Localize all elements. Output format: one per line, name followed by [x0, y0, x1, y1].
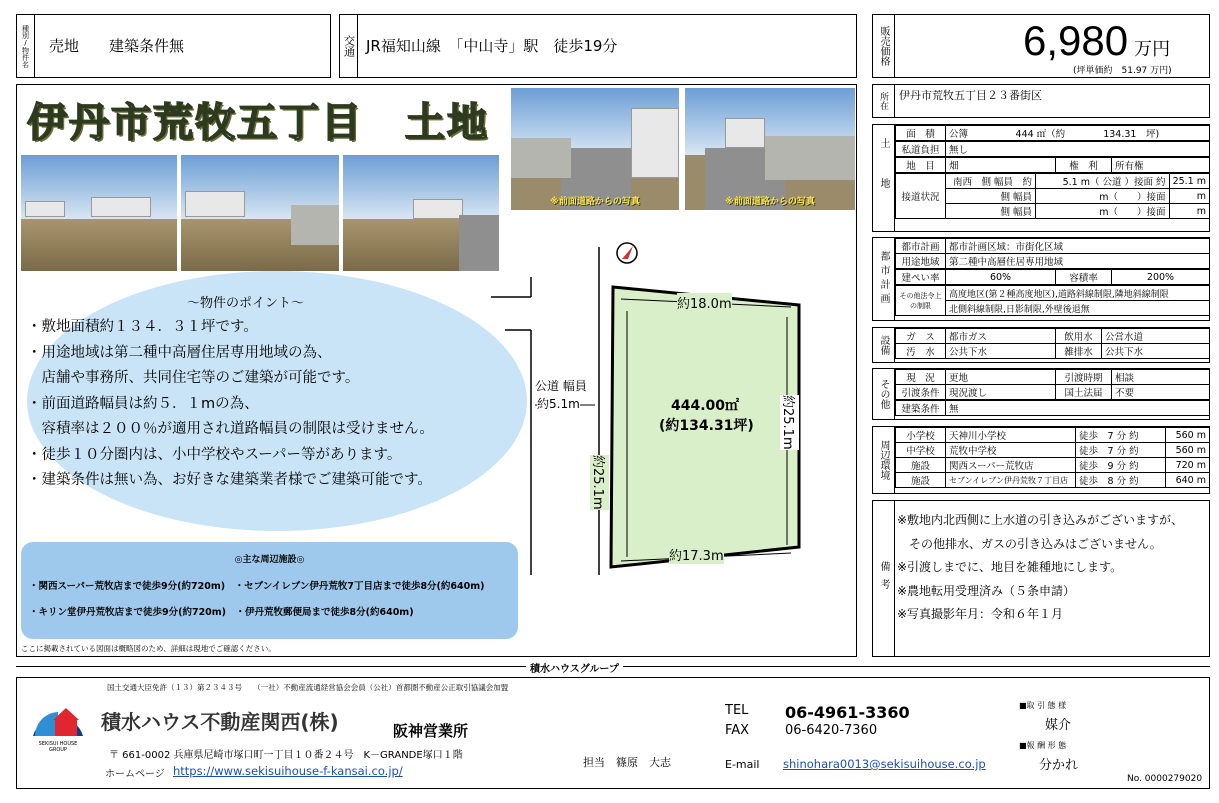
- area-tsubo: 134.31 坪): [1103, 129, 1160, 140]
- chimoku-value: 畑: [946, 158, 1056, 173]
- lot-photo-2: [181, 155, 339, 271]
- env-table: [895, 427, 1210, 488]
- road-row: 25.1 m: [1169, 174, 1209, 189]
- type-value: 売地 建築条件無: [49, 37, 185, 55]
- lot-photo-1: [21, 155, 177, 271]
- point-item: ・前面道路幅員は約５．１mの為、: [27, 395, 259, 412]
- houshu-value: 分かれ: [1039, 758, 1079, 773]
- toshi-value: 都市計画区域：市街化区域: [946, 239, 1210, 254]
- env-row: 施設 セブンイレブン伊丹荒牧７丁目店 徒歩 8 分 約 640 m: [896, 473, 1210, 488]
- private-road-value: 無し: [946, 142, 1210, 157]
- torihiki-label: ■取 引 態 様: [1019, 701, 1067, 710]
- area-value: [946, 126, 1210, 141]
- equip-label: 設備: [873, 328, 895, 362]
- kokudo-label: 国土法届: [1056, 385, 1112, 400]
- gas-label: ガ ス: [896, 329, 946, 344]
- env-row: 施設 関西スーパー荒牧店 徒歩 9 分 約 720 m: [896, 458, 1210, 473]
- logo-subtext: SEKISUI HOUSE GROUP: [38, 741, 78, 753]
- address-value: 伊丹市荒牧五丁目２３番街区: [899, 89, 1042, 102]
- fax-label: FAX: [725, 723, 750, 738]
- compass: [617, 243, 637, 263]
- road-photo-2: [685, 88, 855, 210]
- road-photo-caption-1: ※前面道路からの写真: [550, 197, 640, 207]
- kenchiku-label: 建築条件: [896, 401, 946, 416]
- area-label: 面 積: [896, 126, 946, 141]
- site-map: [487, 235, 857, 655]
- address-label: 所在: [873, 85, 895, 117]
- tel-label: TEL: [725, 703, 749, 718]
- group-label: 積水ハウスグループ: [526, 660, 623, 675]
- fax-value: 06-6420-7360: [785, 723, 878, 738]
- road-photo-caption-2: ※前面道路からの写真: [725, 197, 815, 207]
- remark-item: その他排水、ガスの引き込みはございません。: [897, 536, 1162, 551]
- road-row: m（ ）接面: [1036, 189, 1170, 204]
- remark-item: ※農地転用受理済み（５条申請）: [897, 583, 1076, 598]
- price-sub: (坪単価約 51.97 万円): [1073, 66, 1172, 76]
- road-row: 南西 側 幅員 約: [946, 174, 1036, 189]
- kenchiku-value: 無: [946, 401, 1210, 416]
- hikiwatashi-value: 相談: [1112, 370, 1210, 385]
- lot-photo-3: [343, 155, 499, 271]
- drain-label: 雑排水: [1056, 344, 1102, 359]
- tel-value: 06-4961-3360: [785, 703, 910, 722]
- footer-box: [16, 677, 1210, 789]
- road-width-title: 公道 幅員: [535, 379, 587, 393]
- sewage-value: 公共下水: [946, 344, 1056, 359]
- map-tsubo: (約134.31坪): [659, 418, 754, 434]
- price-box: [872, 14, 1210, 78]
- traffic-label: 交通: [340, 15, 358, 77]
- price-number: 6,980: [1023, 17, 1129, 64]
- toshi-label: 都市計画: [896, 239, 946, 254]
- road-width-value: 約5.1m: [537, 397, 580, 411]
- road-row: 5.1 m（ 公道 ）接面 約: [1036, 174, 1170, 189]
- branch-name: 阪神営業所: [393, 722, 469, 740]
- private-road-label: 私道負担: [896, 142, 946, 157]
- urban-label: 都市計画: [873, 238, 895, 320]
- email-link[interactable]: shinohara0013@sekisuihouse.co.jp: [783, 757, 986, 771]
- genkyo-value: 更地: [946, 370, 1056, 385]
- sewage-label: 汚 水: [896, 344, 946, 359]
- area-kind: 公簿: [949, 129, 969, 140]
- remarks-box: [872, 500, 1210, 657]
- map-right-dim: 約25.1m: [780, 395, 799, 450]
- map-top-dim: 約18.0m: [677, 293, 732, 312]
- address-box: [872, 84, 1210, 118]
- remark-item: ※引渡しまでに、地目を雑種地にします。: [897, 560, 1123, 574]
- price-value: [1023, 17, 1170, 65]
- remark-item: ※写真撮影年月：令和６年１月: [897, 607, 1064, 621]
- company-name: 積水ハウス不動産関西(株): [101, 710, 339, 734]
- hikiwatashi-label: 引渡時期: [1056, 370, 1112, 385]
- kokudo-value: 不要: [1112, 385, 1210, 400]
- road-row: m: [1169, 204, 1209, 219]
- traffic-box: [339, 14, 857, 78]
- env-label: 周辺環境: [873, 427, 895, 493]
- genkyo-label: 現 況: [896, 370, 946, 385]
- remarks-label: 備考: [873, 501, 895, 656]
- nearby-title: ◎主な周辺施設◎: [234, 555, 305, 565]
- other-law-label: その他法令上の制限: [896, 286, 946, 316]
- yoseki-value: 200%: [1112, 270, 1210, 285]
- equip-box: [872, 327, 1210, 363]
- water-label: 飲用水: [1056, 329, 1102, 344]
- price-unit: 万円: [1134, 39, 1171, 59]
- points-title: ～物件のポイント～: [187, 296, 305, 311]
- chimoku-label: 地 目: [896, 158, 946, 173]
- points-list: [27, 315, 434, 494]
- env-row: 中学校 荒牧中学校 徒歩 7 分 約 560 m: [896, 443, 1210, 458]
- kenri-label: 権 利: [1056, 158, 1112, 173]
- land-box: [872, 124, 1210, 232]
- road-status-label: 接道状況: [896, 174, 946, 219]
- houshu-label: ■報 酬 形 態: [1019, 741, 1067, 750]
- traffic-value: JR福知山線 「中山寺」駅 徒歩19分: [366, 37, 618, 55]
- license-text: 国土交通大臣免許（１３）第２３４３号 （一社）不動産流通経営協会会員（公社）首都圏不動産公正取引協議会加盟: [107, 683, 509, 692]
- kenri-value: 所有権: [1112, 158, 1210, 173]
- youto-value: 第二種中高層住居専用地域: [946, 254, 1210, 269]
- joken-value: 現況渡し: [946, 385, 1056, 400]
- kenpei-label: 建ぺい率: [896, 270, 946, 285]
- map-left-dim: 約25.1m: [590, 455, 609, 510]
- point-item: ・建築条件は無い為、お好きな建築業者様でご建築可能です。: [27, 472, 432, 488]
- other-law-2: 北側斜線制限,日影制限,外壁後退無: [946, 301, 1210, 316]
- type-box: [16, 14, 331, 78]
- road-row: m: [1169, 189, 1209, 204]
- youto-label: 用途地域: [896, 254, 946, 269]
- torihiki-value: 媒介: [1045, 718, 1072, 733]
- main-panel: [16, 84, 857, 657]
- area-m2: 444 ㎡（約: [1015, 129, 1066, 140]
- nearby-box: [21, 542, 518, 639]
- sekisui-logo-icon: [29, 696, 87, 738]
- point-item: ・用途地域は第二種中高層住居専用地域の為、: [27, 344, 332, 361]
- road-row: 側 幅員: [946, 204, 1036, 219]
- map-area: 444.00㎡: [671, 398, 740, 414]
- road-row: m（ ）接面: [1036, 204, 1170, 219]
- remark-item: ※敷地内北西側に上水道の引き込みがございますが、: [897, 513, 1184, 527]
- land-table: [895, 125, 1210, 141]
- misc-label: その他: [873, 369, 895, 419]
- joken-label: 引渡条件: [896, 385, 946, 400]
- point-item: ・徒歩１０分圏内は、小中学校やスーパー等があります。: [27, 446, 402, 463]
- remarks-list: [897, 509, 1183, 627]
- map-bottom-dim: 約17.3m: [669, 545, 724, 564]
- doc-number: No. 0000279020: [1127, 774, 1203, 784]
- misc-box: [872, 368, 1210, 420]
- kenpei-value: 60%: [946, 270, 1056, 285]
- point-item: 店舗や事務所、共同住宅等のご建築が可能です。: [27, 370, 360, 386]
- other-law-1: 高度地区(第２種高度地区),道路斜線制限,隣地斜線制限: [946, 286, 1210, 301]
- price-label: 販売価格: [873, 15, 895, 77]
- nearby-item: ・キリン堂伊丹荒牧店まで徒歩9分(約720m) ・伊丹荒牧郵便局まで徒歩8分(約640m): [29, 607, 414, 618]
- homepage-label: ホームページ: [105, 769, 165, 780]
- urban-box: [872, 237, 1210, 321]
- yoseki-label: 容積率: [1056, 270, 1112, 285]
- water-value: 公営水道: [1102, 329, 1210, 344]
- road-photo-1: [511, 88, 679, 210]
- company-logo: [29, 696, 87, 756]
- type-label: 種別/物件名: [17, 15, 35, 77]
- env-box: [872, 426, 1210, 494]
- staff-name: 担当 篠原 大志: [583, 756, 671, 769]
- point-item: 容積率は２００％が適用され道路幅員の制限は受けません。: [27, 421, 434, 437]
- homepage-link[interactable]: https://www.sekisuihouse-f-kansai.co.jp/: [173, 764, 403, 778]
- company-address: 〒 661-0002 兵庫県尼崎市塚口町一丁目１０番２４号 K－GRANDE塚口１階: [109, 750, 463, 761]
- email-label: E-mail: [725, 758, 760, 771]
- road-row: 側 幅員: [946, 189, 1036, 204]
- nearby-item: ・関西スーパー荒牧店まで徒歩9分(約720m) ・セブンイレブン伊丹荒牧7丁目店まで徒歩8分(約640m): [29, 581, 485, 592]
- env-row: 小学校 天神川小学校 徒歩 7 分 約 560 m: [896, 428, 1210, 443]
- drain-value: 公共下水: [1102, 344, 1210, 359]
- gas-value: 都市ガス: [946, 329, 1056, 344]
- main-title: 伊丹市荒牧五丁目 土地: [27, 99, 489, 146]
- disclaimer: ここに掲載されている図面は概略図のため、詳細は現地でご確認ください。: [21, 644, 276, 653]
- point-item: ・敷地面積約１３４．３１坪です。: [27, 319, 258, 335]
- land-label: 土地: [873, 125, 895, 231]
